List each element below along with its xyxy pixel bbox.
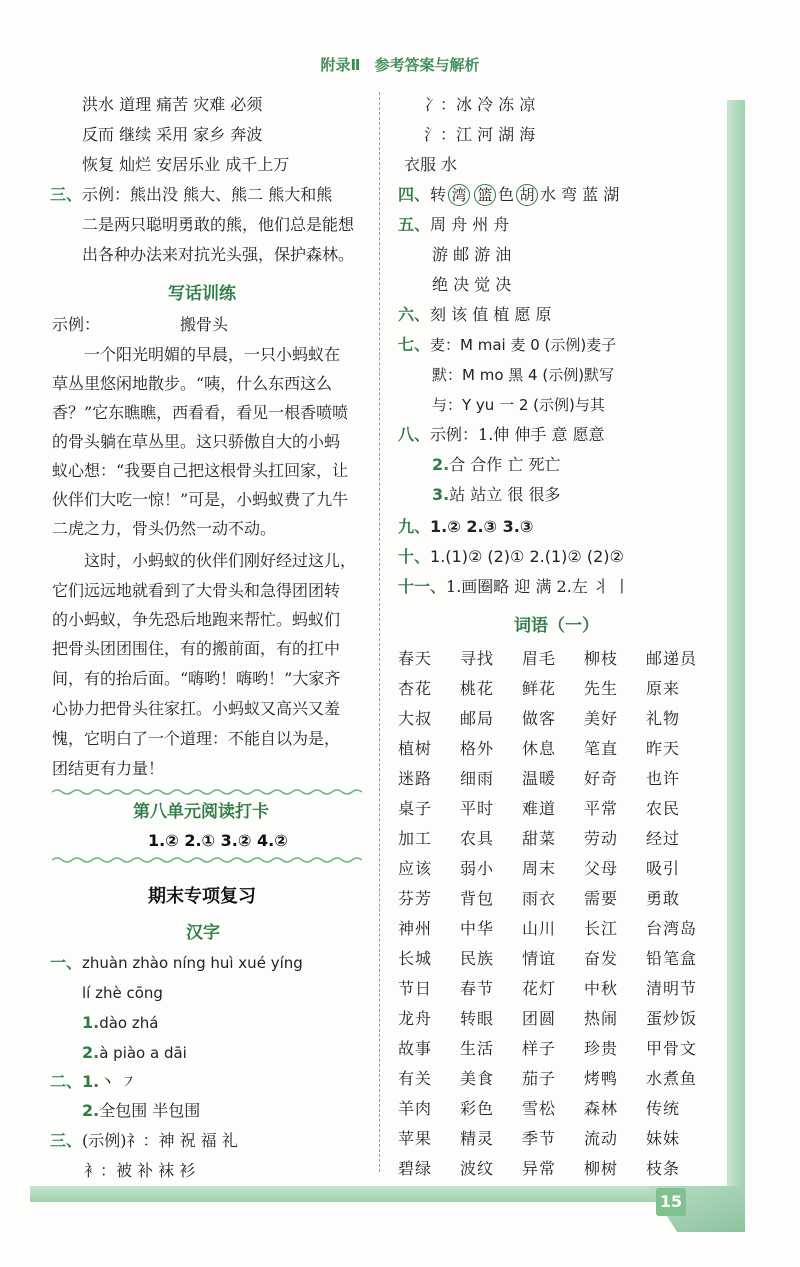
- vocab-word: 台湾岛: [646, 919, 698, 938]
- vocab-word: 长城: [398, 949, 433, 968]
- item-number: 1.: [82, 1072, 100, 1091]
- vocab-word: 情谊: [522, 949, 557, 968]
- vocab-word: 勇敢: [646, 889, 681, 908]
- vocab-word: 雨衣: [522, 889, 557, 908]
- pinyin-line: zhuàn zhào níng huì xué yíng: [82, 954, 303, 972]
- essay-title: 搬骨头: [180, 315, 229, 334]
- vocab-word: 中秋: [584, 979, 619, 998]
- vocab-row: [398, 796, 708, 819]
- essay-line: 香？”它东瞧瞧，西看看，看见一根香喷喷: [52, 403, 349, 422]
- vocab-word: 加工: [398, 829, 433, 848]
- pinyin-line: dào zhá: [99, 1014, 159, 1032]
- final-review-title: 期末专项复习: [148, 886, 256, 907]
- vocab-word: 背包: [460, 889, 495, 908]
- vocab-word: 中华: [460, 919, 495, 938]
- section-three: [50, 184, 332, 206]
- vocab-word: 寻找: [460, 649, 495, 668]
- ba-text: 合 合作 亡 死亡: [449, 455, 561, 474]
- word-line: 反而 继续 采用 家乡 奔波: [82, 125, 263, 144]
- vocab-word: 烤鸭: [584, 1069, 619, 1088]
- section-label: 十一、: [398, 577, 447, 596]
- vocab-word: 甲骨文: [646, 1039, 698, 1058]
- hanzi-title: 汉字: [186, 923, 220, 943]
- item-number: 示例：1.: [430, 425, 494, 444]
- shi-row: [398, 546, 624, 568]
- vocab-word: 美食: [460, 1069, 495, 1088]
- item-number: 2.: [82, 1043, 100, 1062]
- vocab-word: 苹果: [398, 1129, 433, 1148]
- vocab-word: 邮递员: [646, 649, 698, 668]
- vocab-word: 奋发: [584, 949, 619, 968]
- vocab-word: 民族: [460, 949, 495, 968]
- vocab-word: 难道: [522, 799, 557, 818]
- vocab-word: 做客: [522, 709, 557, 728]
- vocab-word: 花灯: [522, 979, 557, 998]
- section-label: 十、: [398, 547, 431, 566]
- essay-line: 把骨头团团围住，有的搬前面，有的扛中: [52, 639, 341, 658]
- vocab-word: 劳动: [584, 829, 619, 848]
- vocab-word: 应该: [398, 859, 433, 878]
- vocab-word: 季节: [522, 1129, 557, 1148]
- ba-row: [398, 424, 605, 446]
- section-label: 三、: [50, 185, 83, 204]
- vocab-word: 原来: [646, 679, 681, 698]
- vocab-word: 经过: [646, 829, 681, 848]
- vocab-row: [398, 1126, 708, 1149]
- vocab-word: 异常: [522, 1159, 557, 1178]
- vocab-word: 美好: [584, 709, 619, 728]
- section-label: 七、: [398, 335, 431, 354]
- vocab-word: 春节: [460, 979, 495, 998]
- vocab-word: 桌子: [398, 799, 433, 818]
- radical-line: (示例)礻：神 祝 福 礼: [82, 1131, 238, 1150]
- vocab-row: [398, 826, 708, 849]
- vocab-word: 周末: [522, 859, 557, 878]
- section-label: 八、: [398, 425, 431, 444]
- vocab-row: [398, 736, 708, 759]
- vocab-word: 羊肉: [398, 1099, 433, 1118]
- essay-line: 二虎之力，骨头仍然一动不动。: [52, 519, 277, 538]
- radical-line: 氵：江 河 湖 海: [424, 125, 536, 144]
- jiu-text: 1.② 2.③ 3.③: [430, 517, 534, 536]
- shi-text: 1.(1)② (2)① 2.(1)② (2)②: [430, 547, 624, 566]
- vocab-word: 温暖: [522, 769, 557, 788]
- vocab-word: 长江: [584, 919, 619, 938]
- vocab-word: 昨天: [646, 739, 681, 758]
- wu-text: 周 舟 州 舟: [430, 215, 510, 234]
- vocab-word: 迷路: [398, 769, 433, 788]
- si-text: 色: [498, 185, 515, 204]
- vocab-word: 雪松: [522, 1099, 557, 1118]
- si-row: [398, 184, 619, 206]
- essay-line: 团结更有力量！: [52, 759, 165, 778]
- jiu-row: [398, 516, 533, 538]
- ba-sub-2: [432, 454, 560, 476]
- vocab-row: [398, 1066, 708, 1089]
- yi-sub-1: [82, 1012, 158, 1034]
- vocab-word: 眉毛: [522, 649, 557, 668]
- vocab-row: [398, 976, 708, 999]
- writing-title: 写话训练: [168, 284, 236, 304]
- vocab-word: 波纹: [460, 1159, 495, 1178]
- essay-line: 伙伴们大吃一惊！”可是，小蚂蚁费了九牛: [52, 490, 349, 509]
- right-green-band: [727, 100, 745, 1190]
- vocab-word: 森林: [584, 1099, 619, 1118]
- wave-divider: [52, 788, 362, 796]
- vocab-row: [398, 676, 708, 699]
- item-number: 2.: [82, 1101, 100, 1120]
- vocab-row: [398, 1036, 708, 1059]
- vocab-word: 枝条: [646, 1159, 681, 1178]
- vocab-word: 细雨: [460, 769, 495, 788]
- essay-line: 愧，它明白了一个道理：不能自以为是，: [52, 729, 341, 748]
- vocab-word: 春天: [398, 649, 433, 668]
- section-label: 四、: [398, 185, 431, 204]
- vocab-word: 水煮鱼: [646, 1069, 698, 1088]
- word-line: 恢复 灿烂 安居乐业 成千上万: [82, 155, 290, 174]
- essay-line: 的小蚂蚁，争先恐后地跑来帮忙。蚂蚁们: [52, 610, 341, 629]
- qi-text: 麦：M mai 麦 0 (示例)麦子: [430, 336, 617, 354]
- word-line: 洪水 道理 痛苦 灾难 必须: [82, 95, 263, 114]
- vocab-row: [398, 1096, 708, 1119]
- vocab-word: 父母: [584, 859, 619, 878]
- vocab-row: [398, 886, 708, 909]
- qi-row: [398, 334, 616, 356]
- vocab-word: 需要: [584, 889, 619, 908]
- vocab-word: 铅笔盒: [646, 949, 698, 968]
- unit8-answers: 1.② 2.① 3.② 4.②: [148, 831, 288, 850]
- vocab-word: 生活: [460, 1039, 495, 1058]
- vocab-word: 柳枝: [584, 649, 619, 668]
- vocab-word: 吸引: [646, 859, 681, 878]
- vocab-word: 杏花: [398, 679, 433, 698]
- page-header: [0, 54, 800, 75]
- vocab-word: 好奇: [584, 769, 619, 788]
- circled-char: 胡: [516, 184, 538, 206]
- er-row: [50, 1071, 136, 1093]
- qi-text: 与：Y yu 一 2 (示例)与其: [432, 396, 605, 414]
- vocab-word: 休息: [522, 739, 557, 758]
- essay-line: 蚁心想：“我要自己把这根骨头扛回家，让: [52, 461, 349, 480]
- section-label: 九、: [398, 517, 431, 536]
- vocab-word: 鲜花: [522, 679, 557, 698]
- san2-row: [50, 1130, 238, 1152]
- yi-sub-2: [82, 1042, 187, 1064]
- vocab-row: [398, 916, 708, 939]
- shiyi-text: 1.画圈略 迎 满 2.左 ⺦ 丨: [446, 577, 630, 596]
- vocab-word: 山川: [522, 919, 557, 938]
- vocab-word: 芬芳: [398, 889, 433, 908]
- item-number: 3.: [432, 485, 450, 504]
- vocab-word: 农具: [460, 829, 495, 848]
- vocab-word: 平常: [584, 799, 619, 818]
- vocab-word: 龙舟: [398, 1009, 433, 1028]
- vocab-word: 先生: [584, 679, 619, 698]
- section-label: 一、: [50, 953, 83, 972]
- header-appendix: 附录Ⅱ: [320, 56, 361, 74]
- er-sub-2: [82, 1100, 200, 1122]
- item-number: 2.: [432, 455, 450, 474]
- ba-text: 伸 伸手 意 愿意: [493, 425, 605, 444]
- unit8-title: 第八单元阅读打卡: [133, 802, 269, 822]
- vocab-word: 也许: [646, 769, 681, 788]
- vocab-word: 清明节: [646, 979, 698, 998]
- vocab-word: 故事: [398, 1039, 433, 1058]
- radical-line: 衤：被 补 袜 衫: [84, 1161, 196, 1180]
- section-label: 二、: [50, 1072, 83, 1091]
- wu-text: 绝 决 觉 决: [432, 275, 512, 294]
- ba-text: 站 站立 很 很多: [449, 485, 561, 504]
- vocab-word: 节日: [398, 979, 433, 998]
- vocab-word: 甜菜: [522, 829, 557, 848]
- section-label: 六、: [398, 305, 431, 324]
- wu-row: [398, 214, 509, 236]
- si-text: 水 弯 蓝 湖: [540, 185, 620, 204]
- vocab-word: 流动: [584, 1129, 619, 1148]
- vocab-word: 彩色: [460, 1099, 495, 1118]
- wu-text: 游 邮 游 油: [432, 245, 512, 264]
- header-title: 参考答案与解析: [374, 56, 480, 74]
- column-divider: [379, 92, 380, 1172]
- vocab-word: 珍贵: [584, 1039, 619, 1058]
- vocab-word: 笔直: [584, 739, 619, 758]
- section-label: 五、: [398, 215, 431, 234]
- section-text: 示例：熊出没 熊大、熊二 熊大和熊: [82, 185, 333, 204]
- structure-answer: 全包围 半包围: [99, 1101, 201, 1120]
- vocab-word: 农民: [646, 799, 681, 818]
- vocab-row: [398, 706, 708, 729]
- vocab-word: 有关: [398, 1069, 433, 1088]
- shiyi-row: [398, 576, 630, 598]
- vocab-word: 柳树: [584, 1159, 619, 1178]
- radical-line: 冫：冰 冷 冻 凉: [424, 95, 536, 114]
- bottom-green-band: [30, 1186, 745, 1202]
- vocab-row: [398, 946, 708, 969]
- vocab-word: 平时: [460, 799, 495, 818]
- example-label: 示例：: [52, 315, 101, 334]
- vocab-word: 礼物: [646, 709, 681, 728]
- radical-line: 衣服 水: [404, 155, 458, 174]
- essay-line: 一个阳光明媚的早晨，一只小蚂蚁在: [84, 345, 341, 364]
- yi-row: [50, 952, 303, 974]
- vocab-word: 格外: [460, 739, 495, 758]
- vocab-row: [398, 766, 708, 789]
- vocab-row: [398, 1156, 708, 1179]
- vocab-word: 大叔: [398, 709, 433, 728]
- liu-text: 刻 该 值 植 愿 原: [430, 305, 552, 324]
- essay-line: 它们远远地就看到了大骨头和急得团团转: [52, 581, 341, 600]
- section-label: 三、: [50, 1131, 83, 1150]
- essay-line: 的骨头躺在草丛里。这只骄傲自大的小蚂: [52, 432, 341, 451]
- vocab-row: [398, 646, 708, 669]
- vocab-word: 茄子: [522, 1069, 557, 1088]
- qi-text: 默：M mo 黑 4 (示例)默写: [432, 366, 615, 384]
- vocab-word: 蛋炒饭: [646, 1009, 698, 1028]
- circled-char: 湾: [448, 184, 470, 206]
- vocab-word: 样子: [522, 1039, 557, 1058]
- circled-char: 篮: [474, 184, 496, 206]
- pinyin-line: lí zhè cōng: [82, 984, 163, 1002]
- essay-line: 草丛里悠闲地散步。“咦，什么东西这么: [52, 374, 333, 393]
- ba-sub-3: [432, 484, 560, 506]
- vocab-word: 妹妹: [646, 1129, 681, 1148]
- wave-divider: [52, 856, 362, 864]
- vocab-word: 传统: [646, 1099, 681, 1118]
- vocab-word: 碧绿: [398, 1159, 433, 1178]
- pinyin-line: à piào a dāi: [99, 1044, 187, 1062]
- vocab-word: 植树: [398, 739, 433, 758]
- liu-row: [398, 304, 551, 326]
- item-number: 1.: [82, 1013, 100, 1032]
- vocab-word: 热闹: [584, 1009, 619, 1028]
- vocab-row: [398, 1006, 708, 1029]
- essay-line: 间，有的抬后面。“嗨哟！嗨哟！”大家齐: [52, 669, 341, 688]
- ciyu-title: 词语（一）: [514, 616, 599, 636]
- essay-line: 心协力把骨头往家扛。小蚂蚁又高兴又羞: [52, 699, 341, 718]
- vocab-word: 邮局: [460, 709, 495, 728]
- vocab-word: 转眼: [460, 1009, 495, 1028]
- page-number: 15: [656, 1188, 686, 1216]
- si-text: 转: [430, 185, 447, 204]
- vocab-word: 团圆: [522, 1009, 557, 1028]
- vocab-word: 弱小: [460, 859, 495, 878]
- section-text: 出各种办法来对抗光头强，保护森林。: [82, 245, 355, 264]
- vocab-row: [398, 856, 708, 879]
- vocab-word: 神州: [398, 919, 433, 938]
- essay-line: 这时，小蚂蚁的伙伴们刚好经过这儿，: [84, 551, 357, 570]
- vocab-word: 精灵: [460, 1129, 495, 1148]
- section-text: 二是两只聪明勇敢的熊，他们总是能想: [82, 215, 355, 234]
- stroke-answer: 丶 ㇇: [99, 1072, 137, 1091]
- vocab-word: 桃花: [460, 679, 495, 698]
